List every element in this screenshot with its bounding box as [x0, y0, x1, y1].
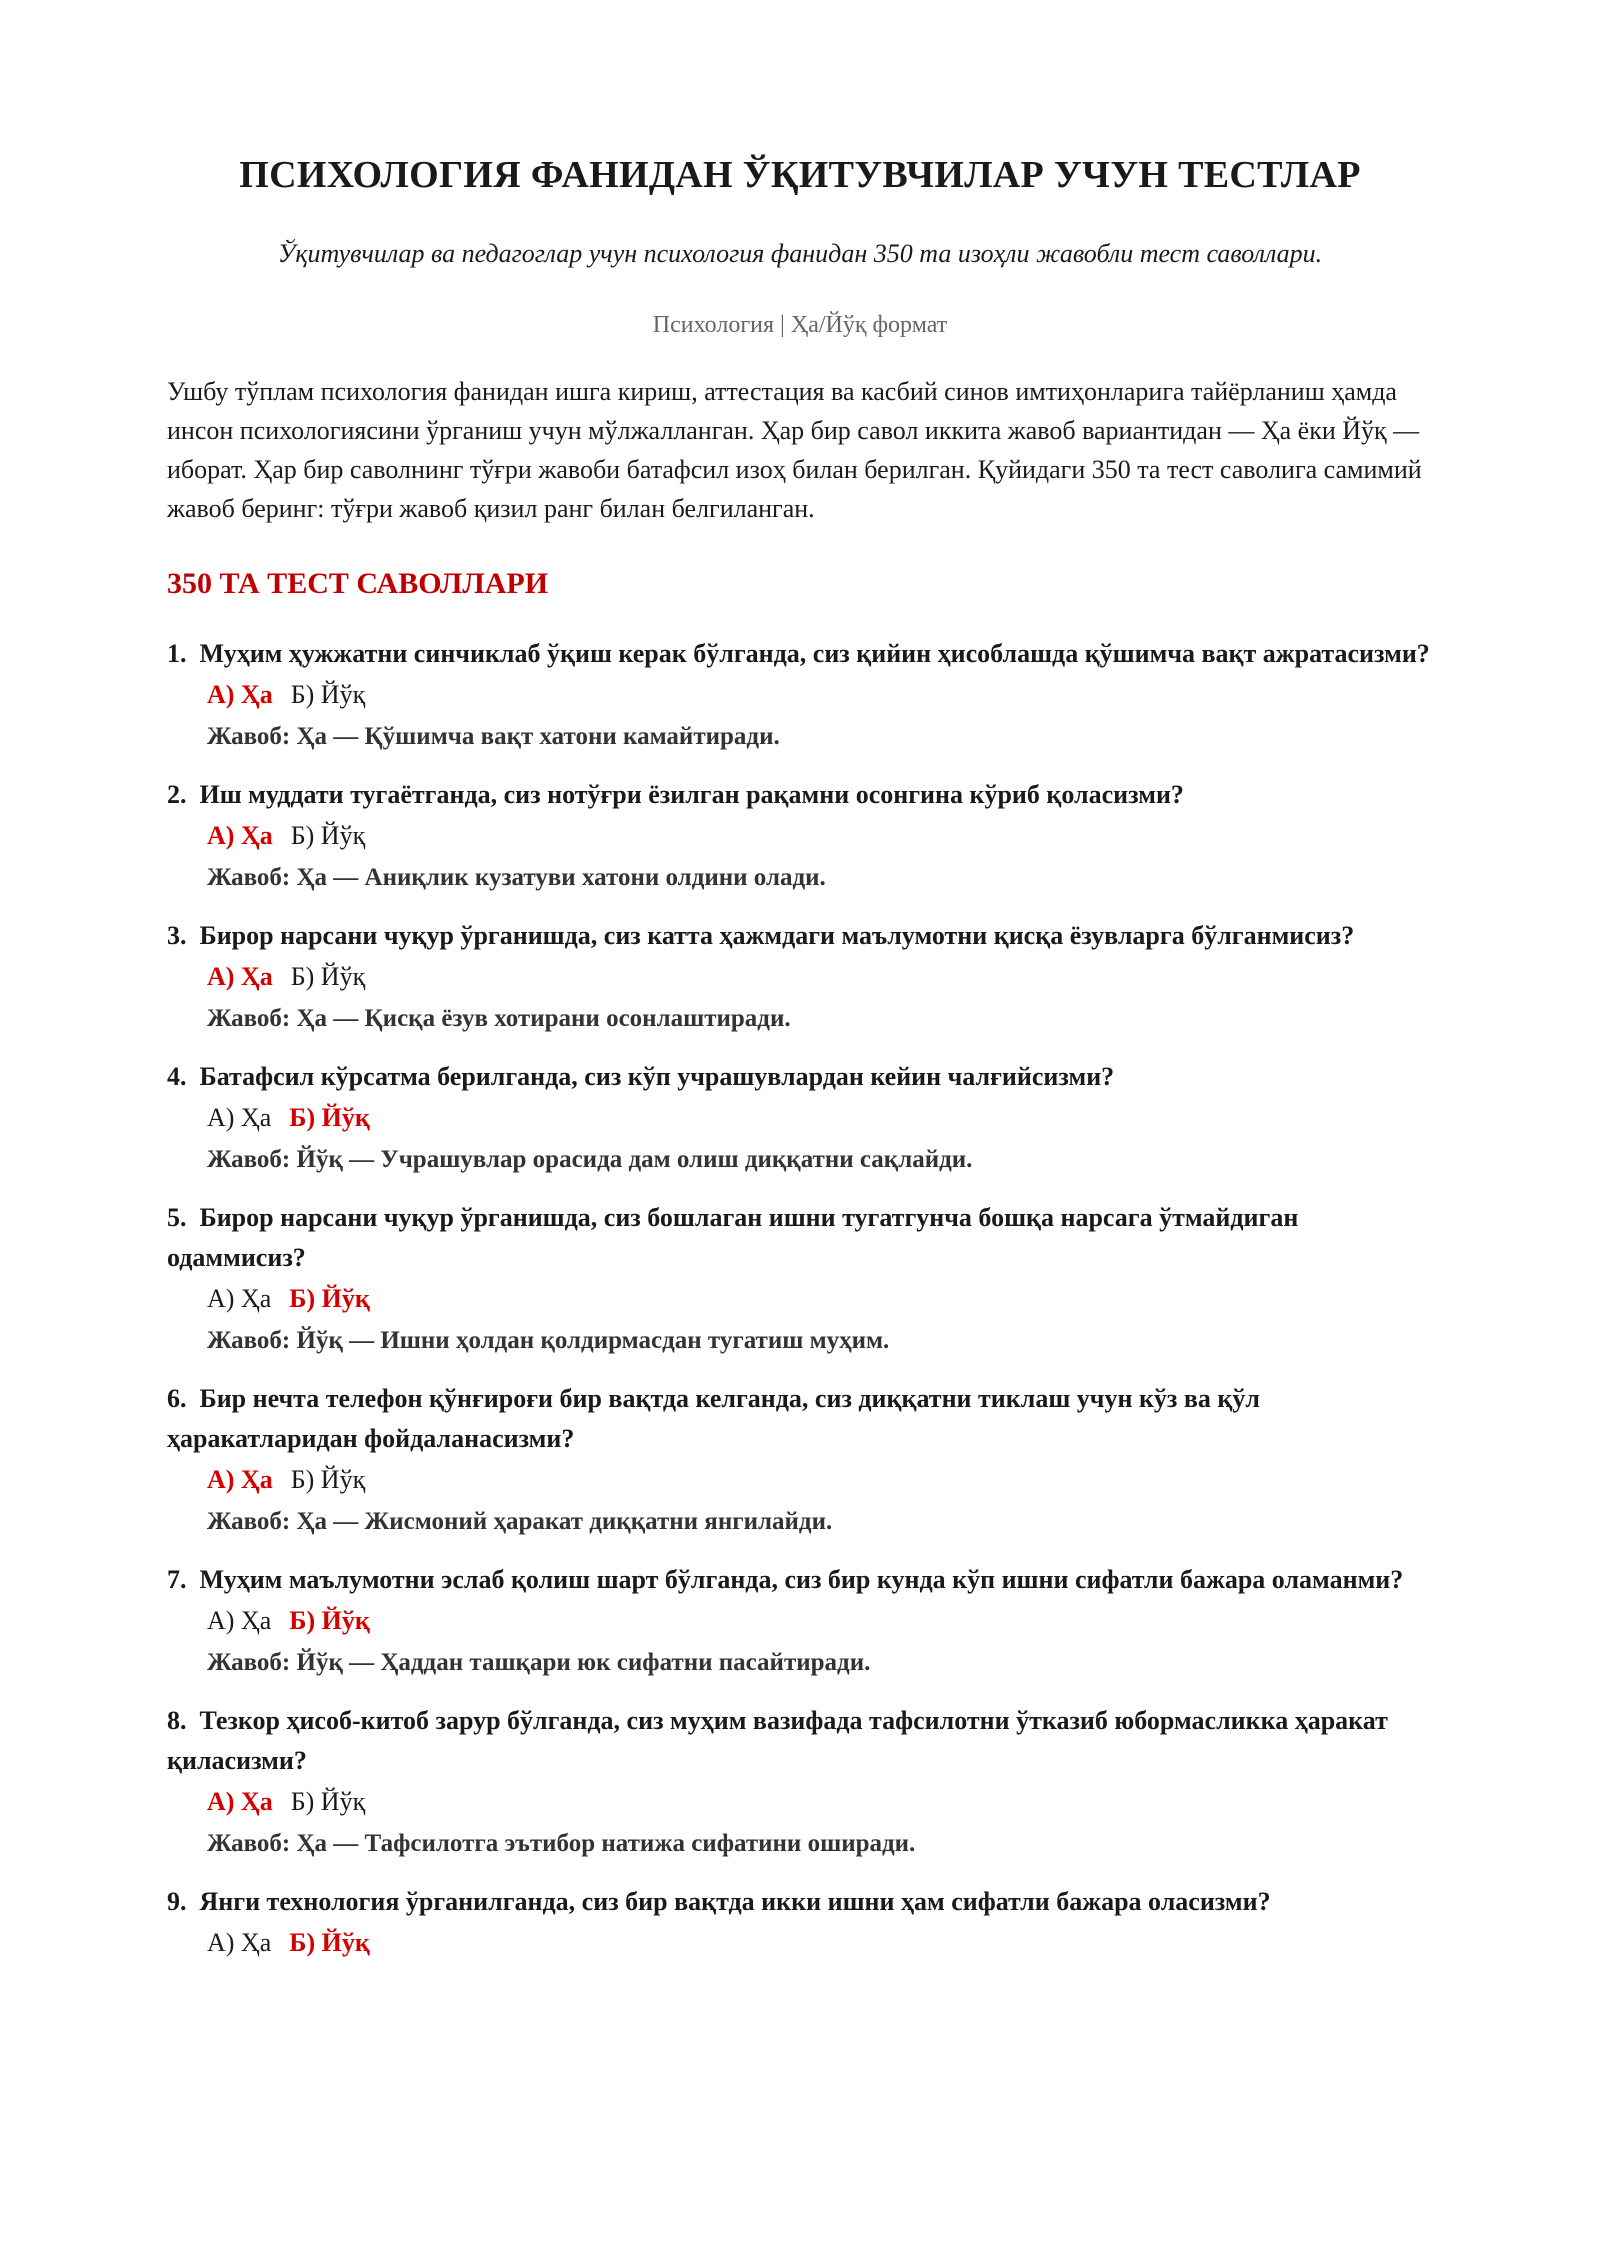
- option-a: А) Ҳа: [207, 1928, 272, 1957]
- question-text: [167, 1560, 1433, 1600]
- answer-explanation: Жавоб: Ҳа — Жисмоний ҳаракат диққатни янгилайди.: [207, 1508, 833, 1535]
- question-text: [167, 1701, 1433, 1781]
- option-a: А) Ҳа: [207, 1284, 272, 1313]
- answer-options: [167, 1781, 1433, 1823]
- option-a-correct: А) Ҳа: [207, 962, 273, 991]
- question-item: [167, 634, 1433, 758]
- option-b-correct: Б) Йўқ: [289, 1103, 370, 1132]
- intro-paragraph: Ушбу тўплам психология фанидан ишга кириш, аттестация ва касбий синов имтиҳонларига тайёрланиш ҳамда инсон психологиясини ўрганиш учун мўлжалланган. Ҳар бир савол иккита жавоб вариантидан — Ҳа ёки Йўқ — иборат. Ҳар бир саволнинг тўғри жавоби батафсил изоҳ билан берилган. Қуйидаги 350 та тест саволига самимий жавоб беринг: тўғри жавоб қизил ранг билан белгиланган.: [167, 377, 1422, 523]
- answer-explanation: Жавоб: Ҳа — Аниқлик кузатуви хатони олдини олади.: [207, 864, 826, 891]
- document-meta: Психология | Ҳа/Йўқ формат: [652, 312, 948, 338]
- question-list: [167, 634, 1433, 1964]
- question-text: [167, 634, 1433, 674]
- question-number: 4.: [167, 1062, 187, 1091]
- answer-options: [167, 956, 1433, 998]
- question-text: [167, 1198, 1433, 1278]
- question-item: [167, 775, 1433, 899]
- question-text: [167, 775, 1433, 815]
- option-a: А) Ҳа: [207, 1606, 272, 1635]
- question-item: [167, 1560, 1433, 1684]
- question-text: [167, 916, 1433, 956]
- question-item: [167, 1882, 1433, 1964]
- option-b: Б) Йўқ: [290, 1465, 366, 1494]
- option-b: Б) Йўқ: [290, 821, 366, 850]
- question-number: 2.: [167, 780, 187, 809]
- question-number: 7.: [167, 1565, 187, 1594]
- option-b-correct: Б) Йўқ: [289, 1606, 370, 1635]
- question-number: 5.: [167, 1203, 187, 1232]
- answer-options: [167, 1600, 1433, 1642]
- question-body: Бирор нарсани чуқур ўрганишда, сиз катта ҳажмдаги маълумотни қисқа ёзувларга бўлганмисиз?: [199, 921, 1355, 950]
- question-body: Иш муддати тугаётганда, сиз нотўғри ёзилган рақамни осонгина кўриб қоласизми?: [199, 780, 1184, 809]
- question-text: [167, 1379, 1433, 1459]
- question-number: 1.: [167, 639, 187, 668]
- question-number: 6.: [167, 1384, 187, 1413]
- document-title: ПСИХОЛОГИЯ ФАНИДАН ЎҚИТУВЧИЛАР УЧУН ТЕСТЛАР: [239, 154, 1361, 196]
- answer-explanation: Жавоб: Йўқ — Ишни ҳолдан қолдирмасдан тугатиш муҳим.: [207, 1327, 890, 1354]
- question-body: Батафсил кўрсатма берилганда, сиз кўп учрашувлардан кейин чалғийсизми?: [199, 1062, 1115, 1091]
- section-heading: 350 ТА ТЕСТ САВОЛЛАРИ: [167, 567, 549, 600]
- option-b: Б) Йўқ: [290, 962, 366, 991]
- question-text: [167, 1057, 1433, 1097]
- question-item: [167, 1379, 1433, 1543]
- question-body: Муҳим маълумотни эслаб қолиш шарт бўлганда, сиз бир кунда кўп ишни сифатли бажара оламанми?: [199, 1565, 1404, 1594]
- question-body: Бир нечта телефон қўнғироғи бир вақтда келганда, сиз диққатни тиклаш учун кўз ва қўл ҳаракатларидан фойдаланасизми?: [167, 1384, 1260, 1453]
- answer-options: [167, 1922, 1433, 1964]
- option-a-correct: А) Ҳа: [207, 1787, 273, 1816]
- answer-options: [167, 1097, 1433, 1139]
- question-body: Тезкор ҳисоб-китоб зарур бўлганда, сиз муҳим вазифада тафсилотни ўтказиб юбормасликка ҳаракат қиласизми?: [167, 1706, 1388, 1775]
- question-item: [167, 916, 1433, 1040]
- question-text: [167, 1882, 1433, 1922]
- answer-options: [167, 815, 1433, 857]
- answer-explanation: Жавоб: Ҳа — Тафсилотга эътибор натижа сифатини оширади.: [207, 1830, 916, 1857]
- option-a-correct: А) Ҳа: [207, 821, 273, 850]
- option-a-correct: А) Ҳа: [207, 680, 273, 709]
- answer-explanation: Жавоб: Йўқ — Учрашувлар орасида дам олиш диққатни сақлайди.: [207, 1146, 973, 1173]
- answer-options: [167, 674, 1433, 716]
- question-item: [167, 1198, 1433, 1362]
- answer-explanation: Жавоб: Ҳа — Қўшимча вақт хатони камайтиради.: [207, 723, 780, 750]
- question-number: 8.: [167, 1706, 187, 1735]
- option-b-correct: Б) Йўқ: [289, 1928, 370, 1957]
- answer-options: [167, 1459, 1433, 1501]
- question-body: Бирор нарсани чуқур ўрганишда, сиз бошлаган ишни тугатгунча бошқа нарсага ўтмайдиган одаммисиз?: [167, 1203, 1299, 1272]
- option-a: А) Ҳа: [207, 1103, 272, 1132]
- question-item: [167, 1057, 1433, 1181]
- answer-explanation: Жавоб: Йўқ — Ҳаддан ташқари юк сифатни пасайтиради.: [207, 1649, 871, 1676]
- option-b: Б) Йўқ: [290, 1787, 366, 1816]
- document-subtitle: Ўқитувчилар ва педагоглар учун психология фанидан 350 та изоҳли жавобли тест саволлари.: [277, 239, 1323, 268]
- answer-explanation: Жавоб: Ҳа — Қисқа ёзув хотирани осонлаштиради.: [207, 1005, 791, 1032]
- question-body: Янги технология ўрганилганда, сиз бир вақтда икки ишни ҳам сифатли бажара оласизми?: [199, 1887, 1271, 1916]
- question-item: [167, 1701, 1433, 1865]
- option-b: Б) Йўқ: [290, 680, 366, 709]
- question-number: 3.: [167, 921, 187, 950]
- question-body: Муҳим ҳужжатни синчиклаб ўқиш керак бўлганда, сиз қийин ҳисоблашда қўшимча вақт ажратасизми?: [199, 639, 1430, 668]
- question-number: 9.: [167, 1887, 187, 1916]
- answer-options: [167, 1278, 1433, 1320]
- option-a-correct: А) Ҳа: [207, 1465, 273, 1494]
- option-b-correct: Б) Йўқ: [289, 1284, 370, 1313]
